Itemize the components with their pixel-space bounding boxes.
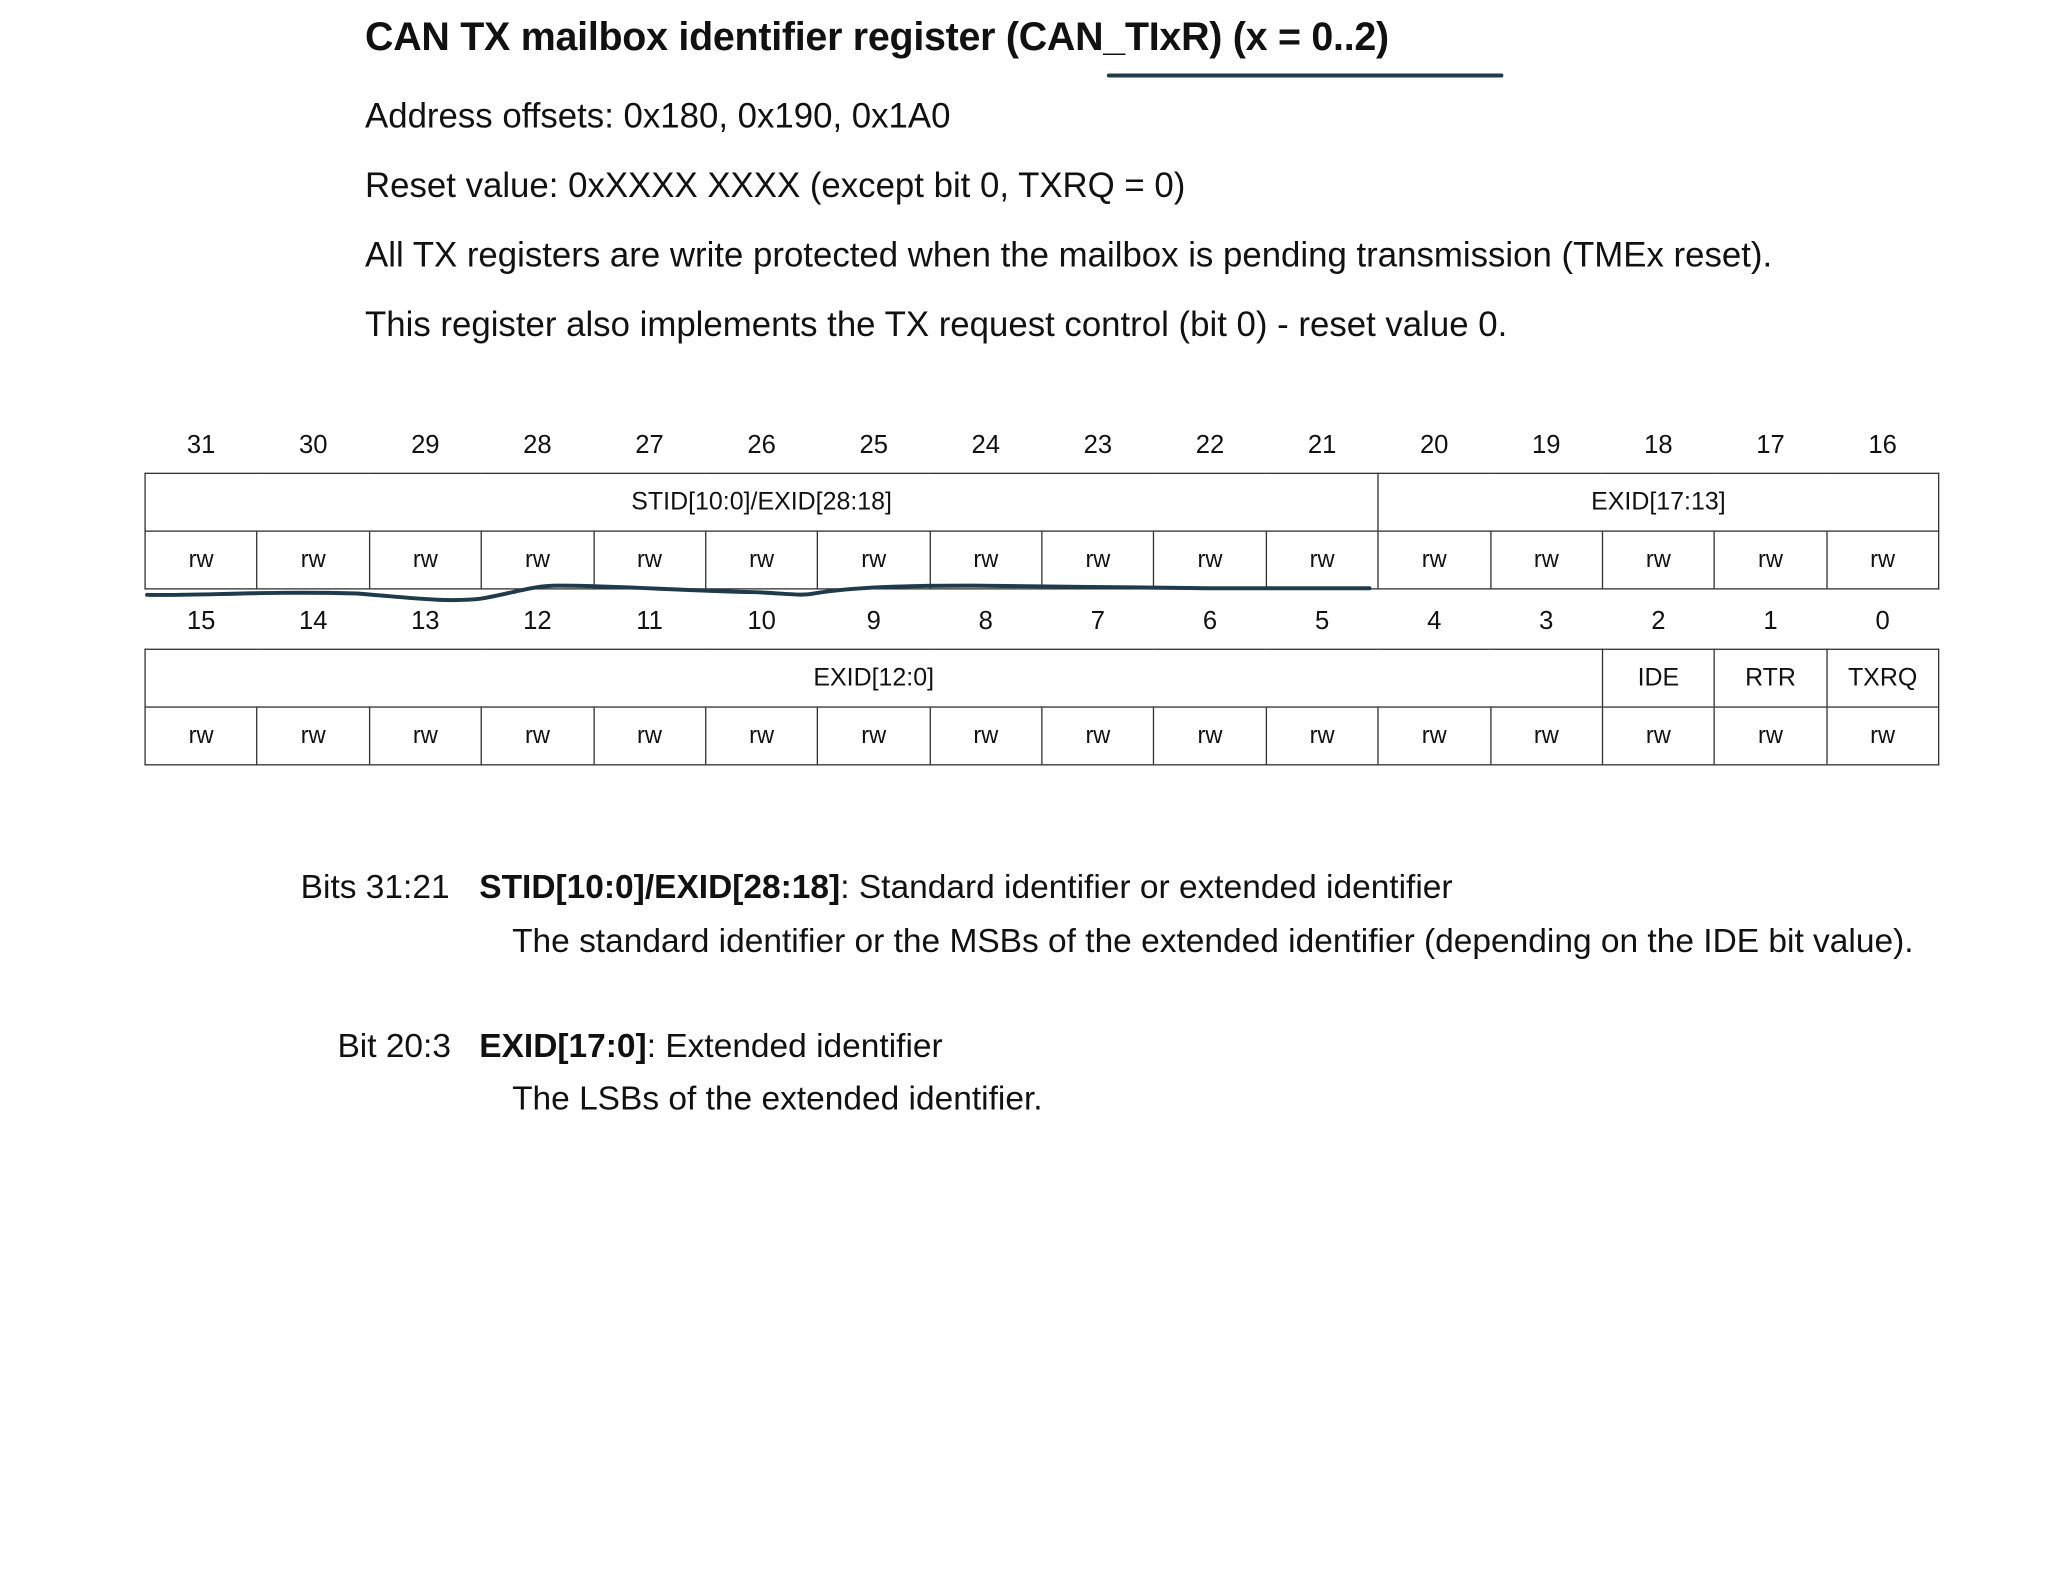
- access-type: rw: [593, 531, 705, 589]
- write-protect-note: All TX registers are write protected when the mailbox is pending transmission (TMEx reset).: [365, 235, 1773, 275]
- handwritten-underline: [1107, 74, 1504, 78]
- access-type: rw: [1827, 707, 1939, 765]
- field-name: EXID[17:0]: Extended identifier: [479, 1028, 943, 1065]
- bit-number: 13: [411, 605, 440, 635]
- bits-label: Bit 20:3: [337, 1028, 451, 1065]
- access-type: rw: [481, 707, 593, 765]
- bit-number: 30: [298, 430, 328, 459]
- access-type: rw: [145, 531, 257, 589]
- field-summary: : Extended identifier: [646, 1028, 943, 1065]
- access-type: rw: [369, 707, 481, 765]
- access-type: rw: [818, 531, 930, 589]
- bit-number-row: [145, 418, 1939, 474]
- access-row: [145, 707, 1939, 765]
- address-offsets: Address offsets: 0x180, 0x190, 0x1A0: [365, 95, 951, 136]
- bit-number: 24: [971, 430, 1001, 459]
- register-field: RTR: [1714, 649, 1826, 707]
- access-type: rw: [1378, 531, 1490, 589]
- access-type: rw: [1714, 707, 1826, 765]
- access-type: rw: [818, 707, 930, 765]
- bit-number: 19: [1532, 430, 1561, 459]
- bit-number: 11: [636, 605, 663, 635]
- bit-number-row: [145, 593, 1939, 649]
- bit-number: 5: [1314, 605, 1330, 635]
- bit-number: 16: [1868, 430, 1897, 459]
- access-type: rw: [593, 707, 705, 765]
- register-title: CAN TX mailbox identifier register (CAN_TIxR) (x = 0..2): [365, 15, 1389, 60]
- register-lower-half: [144, 593, 1939, 765]
- field-summary: : Standard identifier or extended identifier: [840, 869, 1453, 906]
- bit-number: 28: [523, 430, 552, 459]
- bit-number: 2: [1651, 605, 1666, 635]
- register-upper-half: [144, 418, 1939, 590]
- access-type: rw: [1154, 531, 1266, 589]
- access-type: rw: [257, 707, 369, 765]
- tx-request-note: This register also implements the TX request control (bit 0) - reset value 0.: [365, 304, 1508, 345]
- access-type: rw: [1827, 531, 1939, 589]
- access-type: rw: [481, 531, 593, 589]
- access-type: rw: [1266, 707, 1378, 765]
- access-type: rw: [930, 531, 1042, 589]
- access-type: rw: [1602, 531, 1714, 589]
- access-type: rw: [1154, 707, 1266, 765]
- bit-number: 3: [1539, 605, 1554, 635]
- bit-number: 18: [1644, 430, 1673, 459]
- field-name: STID[10:0]/EXID[28:18]: Standard identifier or extended identifier: [479, 869, 1453, 906]
- bits-label: Bits 31:21: [300, 869, 450, 906]
- bit-number: 4: [1427, 605, 1442, 635]
- access-type: rw: [1490, 531, 1602, 589]
- field-row: [145, 473, 1939, 531]
- register-field: EXID[12:0]: [145, 649, 1602, 707]
- access-type: rw: [1602, 707, 1714, 765]
- access-type: rw: [1714, 531, 1826, 589]
- access-type: rw: [1042, 707, 1154, 765]
- bit-number: 9: [866, 605, 881, 635]
- access-row: [145, 531, 1939, 589]
- bit-number: 14: [298, 605, 328, 635]
- field-detail: The LSBs of the extended identifier.: [512, 1080, 1043, 1118]
- field-row: [145, 649, 1939, 707]
- bit-number: 27: [635, 430, 664, 459]
- access-type: rw: [257, 531, 369, 589]
- bit-number: 8: [978, 605, 993, 635]
- access-type: rw: [369, 531, 481, 589]
- access-type: rw: [1042, 531, 1154, 589]
- register-field: EXID[17:13]: [1378, 473, 1938, 531]
- bit-number: 31: [186, 430, 216, 459]
- access-type: rw: [145, 707, 257, 765]
- bit-number: 1: [1763, 605, 1778, 635]
- bit-number: 20: [1419, 430, 1449, 459]
- access-type: rw: [706, 531, 818, 589]
- access-type: rw: [1490, 707, 1602, 765]
- bit-number: 25: [859, 430, 888, 459]
- bit-number: 15: [186, 605, 216, 635]
- access-type: rw: [1378, 707, 1490, 765]
- bit-number: 26: [747, 430, 776, 459]
- bit-number: 23: [1083, 430, 1113, 459]
- access-type: rw: [706, 707, 818, 765]
- bit-number: 0: [1875, 605, 1890, 635]
- bit-number: 6: [1202, 605, 1218, 635]
- bit-number: 7: [1090, 605, 1106, 635]
- bit-number: 21: [1307, 430, 1337, 459]
- register-field: STID[10:0]/EXID[28:18]: [145, 473, 1378, 531]
- reset-value: Reset value: 0xXXXX XXXX (except bit 0, TXRQ = 0): [365, 165, 1186, 205]
- bit-number: 22: [1195, 430, 1225, 459]
- access-type: rw: [1266, 531, 1378, 589]
- field-detail: The standard identifier or the MSBs of the extended identifier (depending on the IDE bit value).: [512, 923, 1914, 960]
- bit-number: 17: [1756, 430, 1785, 459]
- register-field: IDE: [1602, 649, 1714, 707]
- register-field: TXRQ: [1827, 649, 1939, 707]
- bit-number: 29: [411, 430, 440, 459]
- access-type: rw: [930, 707, 1042, 765]
- bit-number: 12: [523, 605, 552, 635]
- bit-number: 10: [747, 605, 776, 635]
